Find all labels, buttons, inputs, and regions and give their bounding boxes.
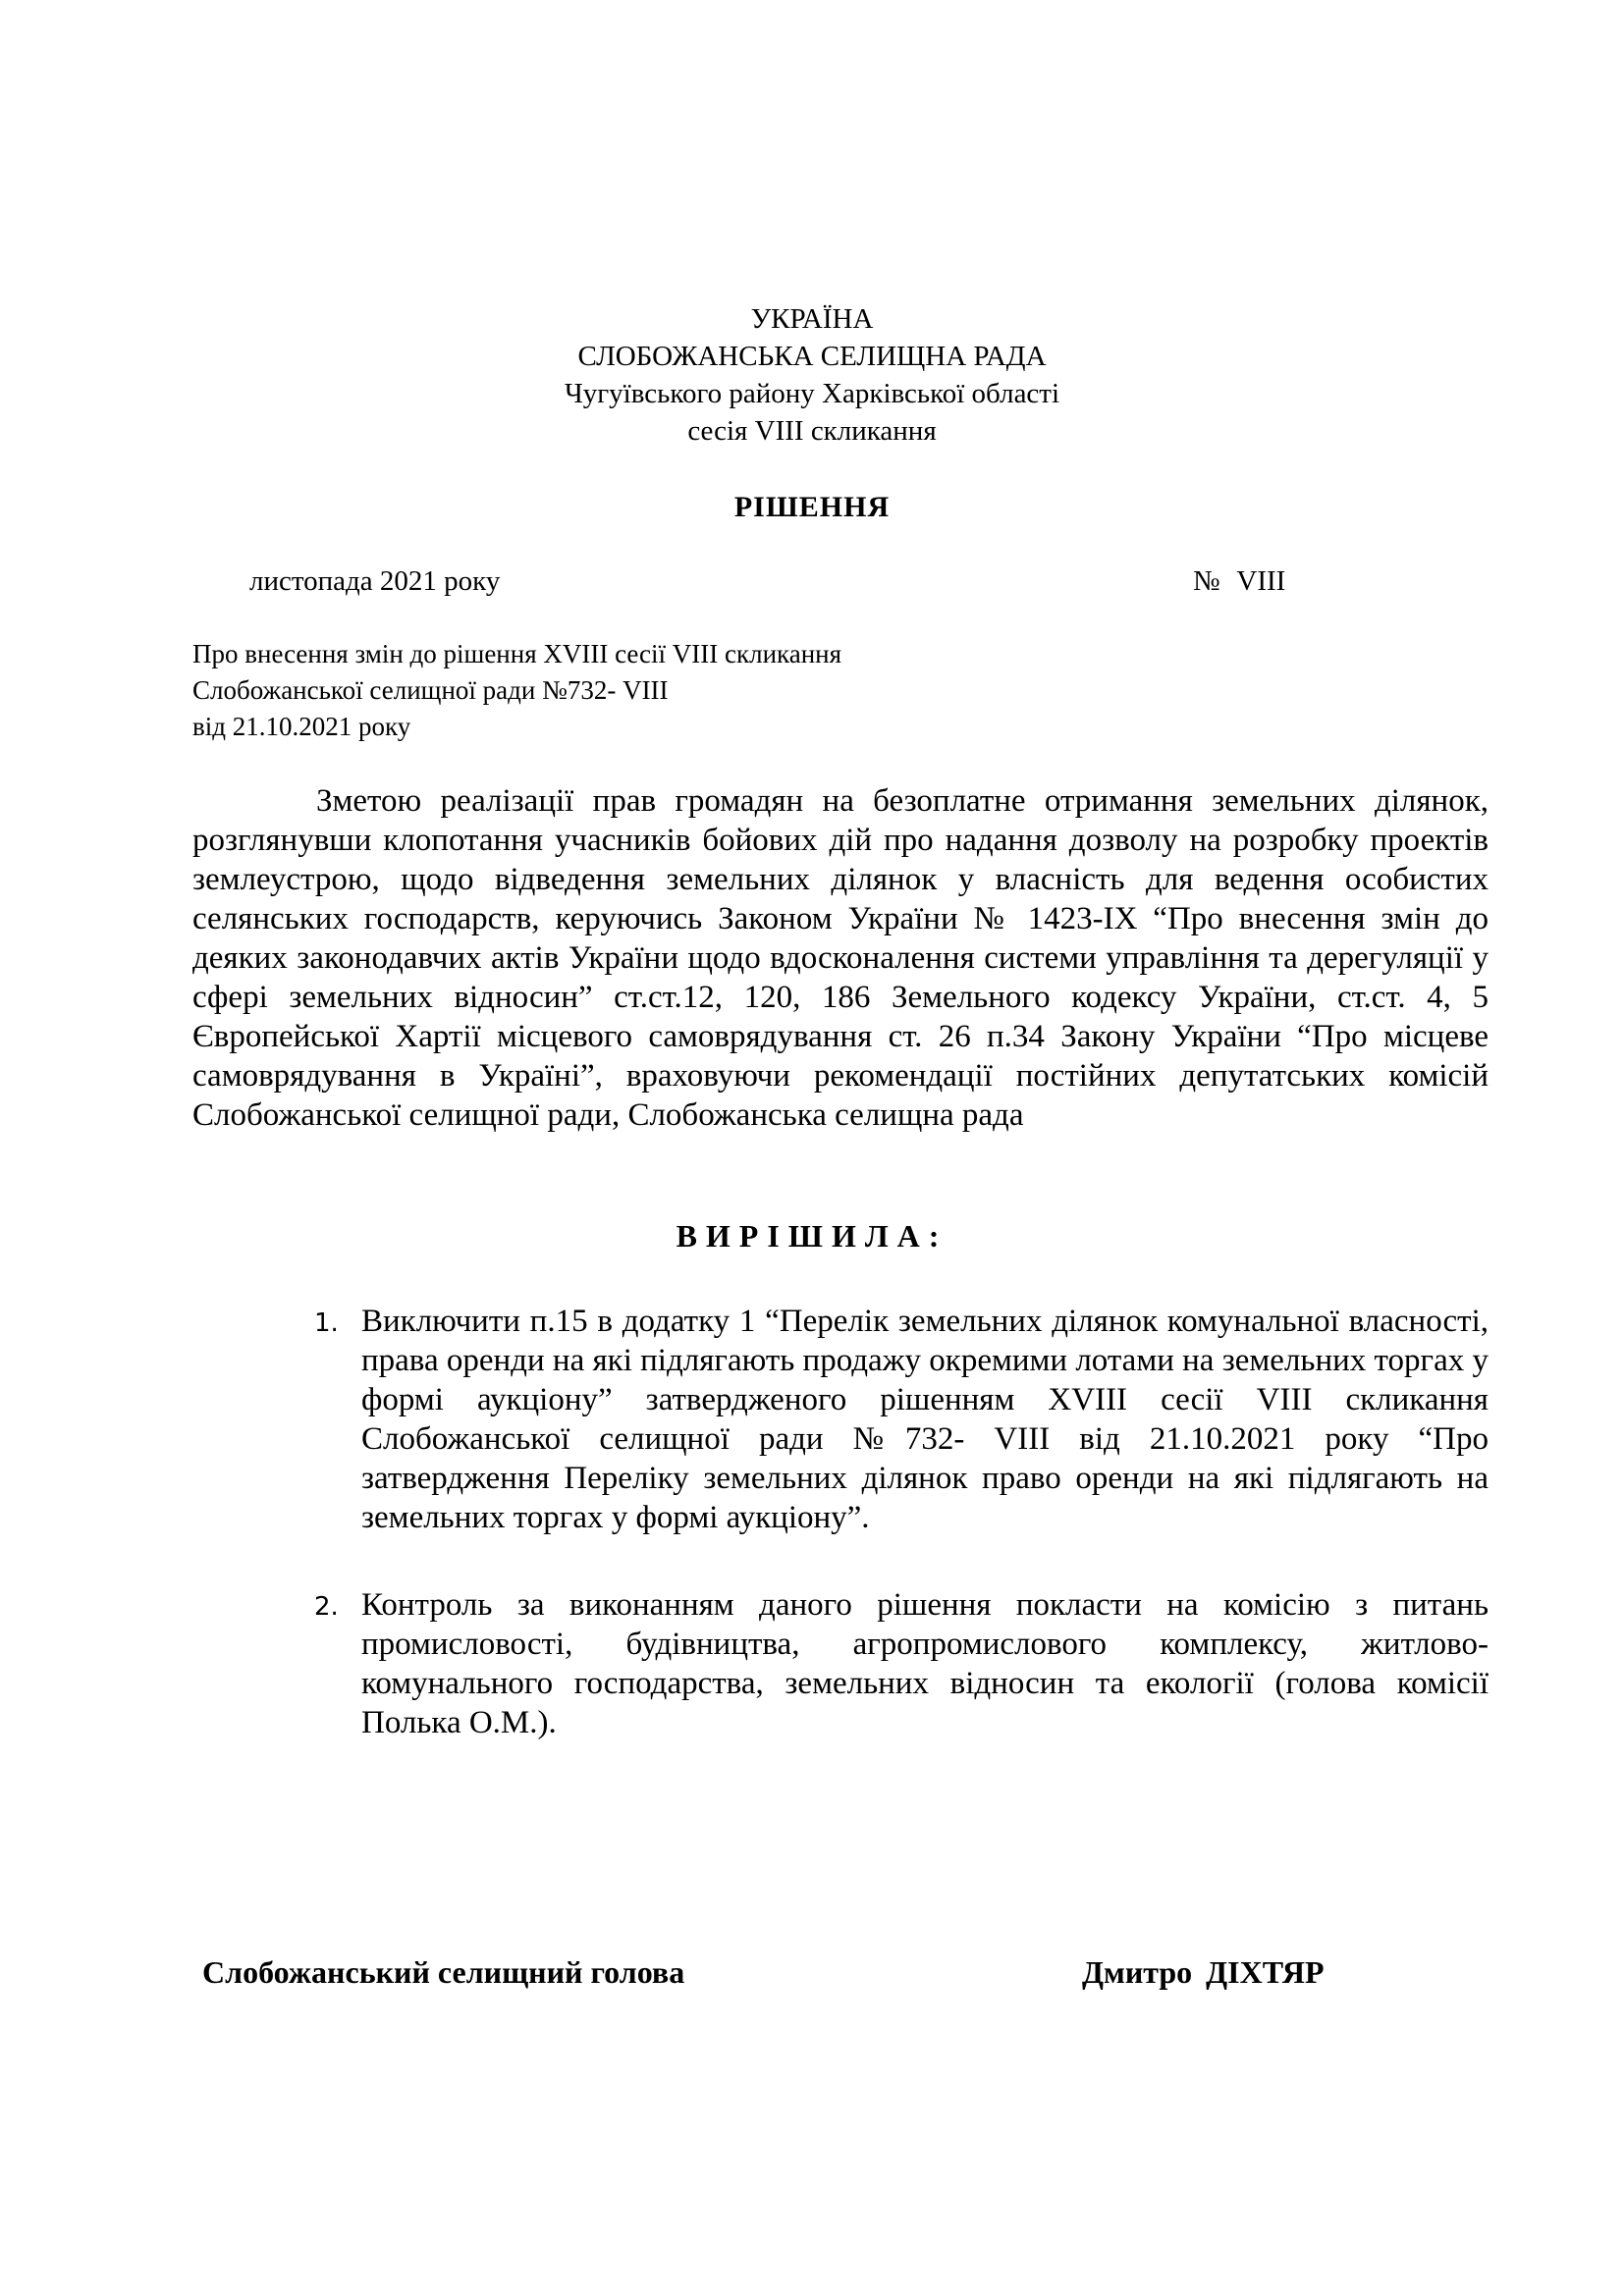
signature-name: Дмитро ДІХТЯР	[1082, 1954, 1325, 1990]
document-title: РІШЕННЯ	[733, 491, 891, 523]
decision-items-list	[304, 1302, 1489, 1742]
list-item	[304, 1302, 1489, 1537]
signature-position: Слобожанський селищний голова	[202, 1954, 685, 1990]
list-item-number: 2.	[314, 1592, 339, 1622]
subject-line: Слобожанської селищної ради №732- VIII	[192, 675, 669, 705]
preamble-paragraph: Зметою реалізації прав громадян на безоплатне отримання земельних ділянок, розглянувши клопотання учасників бойових дій про надання дозволу на розробку проектів землеустрою, щодо відведення земельних ділянок у власність для ведення особистих селянських господарств, керуючись Законом України № 1423-IX “Про внесення змін до деяких законодавчих актів України щодо вдосконалення системи управління та дерегуляції у сфері земельних відносин” ст.ст.12, 120, 186 Земельного кодексу України, ст.ст. 4, 5 Європейської Хартії місцевого самоврядування ст. 26 п.34 Закону України “Про місцеве самоврядування в Україні”, враховуючи рекомендації постійних депутатських комісій Слобожанської селищної ради, Слобожанська селищна рада	[192, 783, 1489, 1133]
subject-line: від 21.10.2021 року	[192, 712, 411, 741]
subject-line: Про внесення змін до рішення XVIII сесії VIII скликання	[192, 639, 842, 668]
list-item-text: Виключити п.15 в додатку 1 “Перелік земельних ділянок комунальної власності, права оренди на які підлягають продажу окремими лотами на земельних торгах у формі аукціону” затвердженого рішенням XVIII сесії VIII скликання Слобожанської селищної ради №732- VIII від 21.10.2021 року “Про затвердження Переліку земельних ділянок право оренди на які підлягають на земельних торгах у формі аукціону”.	[361, 1304, 1489, 1535]
decision-date: листопада 2021 року	[249, 565, 501, 597]
decision-number: № VIII	[1193, 565, 1286, 597]
list-item-number: 1.	[314, 1308, 339, 1338]
decision-subject	[192, 636, 841, 745]
header-council: СЛОБОЖАНСЬКА СЕЛИЩНА РАДА	[577, 341, 1047, 372]
decided-heading: ВИРІШИЛА:	[676, 1218, 948, 1254]
header-session: сесія VIII скликання	[687, 415, 937, 447]
header-country: УКРАЇНА	[750, 303, 874, 335]
header-district: Чугуївського району Харківської області	[564, 378, 1060, 409]
document-header	[0, 300, 1624, 450]
list-item	[304, 1585, 1489, 1742]
list-item-text: Контроль за виконанням даного рішення покласти на комісію з питань промисловості, будівництва, агропромислового комплексу, житлово-комунального господарства, земельних відносин та екології (голова комісії Полька О.М.).	[361, 1587, 1489, 1740]
